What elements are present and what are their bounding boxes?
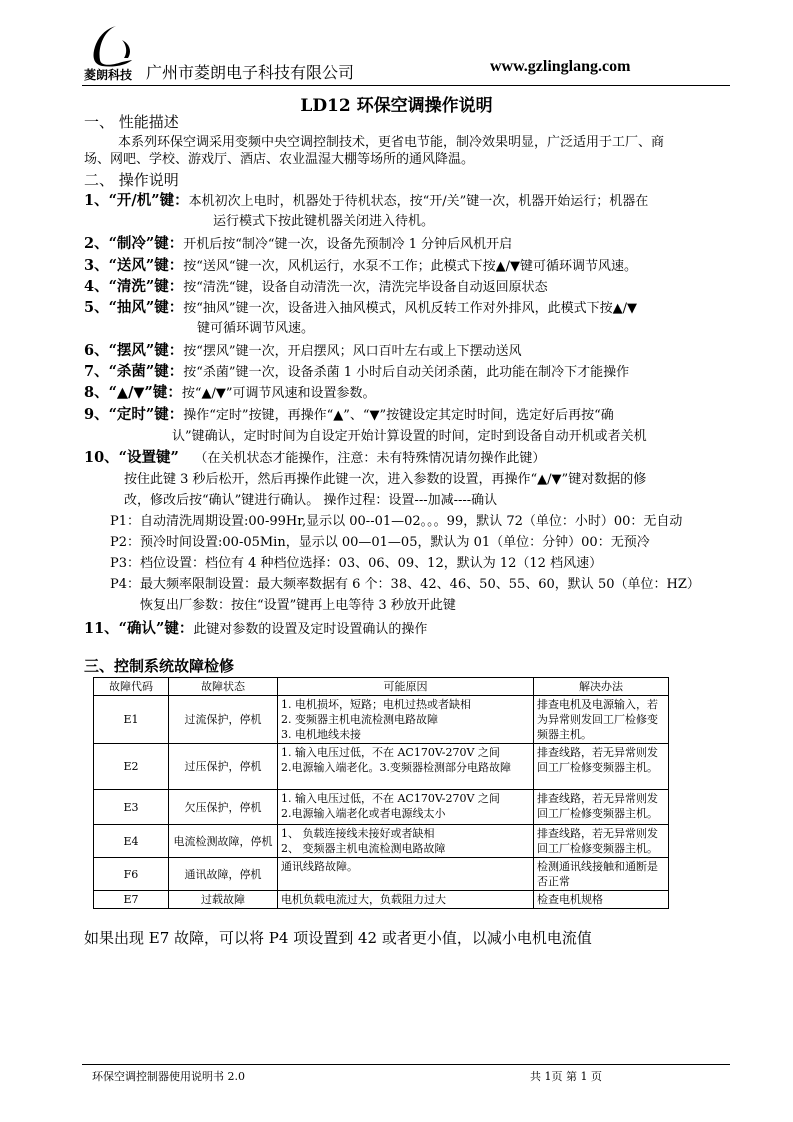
cause-line: 通讯线路故障。 — [281, 860, 358, 873]
fault-table — [93, 677, 669, 909]
item-text: 按“▲/▼”可调节风速和设置参数。 — [181, 386, 376, 401]
column-header: 故障状态 — [169, 678, 278, 696]
fault-causes — [278, 891, 534, 909]
list-item — [84, 192, 648, 211]
key-label: 5、“抽风”键： — [84, 299, 184, 316]
param-line: P1：自动清洗周期设置:00-99Hr,显示以 00--01—02。。。99，默认 72（单位：小时）00：无自动 — [110, 514, 683, 529]
fault-causes — [278, 858, 534, 891]
list-item — [84, 342, 522, 361]
column-header: 可能原因 — [278, 678, 534, 696]
fault-state: 过流保护，停机 — [169, 696, 278, 744]
cause-line: 1、 负载连接线未接好或者缺相 — [281, 827, 435, 840]
fault-code: E3 — [94, 790, 169, 825]
footer-divider — [82, 1064, 730, 1065]
fault-causes — [278, 696, 534, 744]
list-item — [84, 449, 545, 468]
item-text: 按“送风“键一次，风机运行，水泵不工作；此模式下按▲/▼键可循环调节风速。 — [183, 259, 637, 274]
item-text: 本机初次上电时，机器处于待机状态，按“开/关”键一次，机器开始运行；机器在 — [188, 194, 649, 209]
fault-code: E7 — [94, 891, 169, 909]
table-row — [94, 825, 669, 858]
company-logo-icon — [88, 24, 140, 68]
fault-causes — [278, 790, 534, 825]
cause-line: 1. 电机损坏，短路；电机过热或者缺相 — [281, 698, 471, 711]
footer-page-count: 共 1页 第 1 页 — [530, 1070, 602, 1083]
cause-line: 3. 电机地线未接 — [281, 728, 361, 741]
footer-doc-name: 环保空调控制器使用说明书 2.0 — [92, 1070, 245, 1083]
note-text: 如果出现 E7 故障，可以将 P4 项设置到 42 或者更小值，以减小电机电流值 — [84, 929, 592, 947]
item-text: 按“清洗“键，设备自动清洗一次，清洗完毕设备自动返回原状态 — [183, 280, 548, 295]
website-link[interactable]: www.gzlinglang.com — [490, 58, 631, 75]
key-label: 11、“确认”键： — [84, 620, 194, 637]
fault-state: 过载故障 — [169, 891, 278, 909]
cause-line: 电机负载电流过大，负载阻力过大 — [281, 893, 446, 906]
fault-state: 过压保护，停机 — [169, 744, 278, 790]
table-row — [94, 744, 669, 790]
cause-line: 2.电源输入端老化或者电源线太小 — [281, 807, 446, 820]
list-item — [84, 299, 637, 318]
list-item — [84, 257, 637, 276]
item-text: 此键对参数的设置及定时设置确认的操作 — [193, 622, 428, 637]
key-label: 10、“设置键” — [84, 449, 179, 466]
page-title: LD12 环保空调操作说明 — [300, 96, 493, 116]
param-line: P2：预冷时间设置:00-05Min，显示以 00—01—05，默认为 01（单位：分钟）00：无预冷 — [110, 535, 650, 550]
company-name: 广州市菱朗电子科技有限公司 — [146, 63, 355, 82]
list-item — [84, 384, 376, 403]
item-text: 按“抽风”键一次，设备进入抽风模式，风机反转工作对外排风，此模式下按▲/▼ — [183, 301, 637, 316]
cause-line: 1. 输入电压过低，不在 AC170V-270V 之间 — [281, 746, 500, 759]
fault-state: 通讯故障，停机 — [169, 858, 278, 891]
table-row — [94, 790, 669, 825]
fault-fix: 检查电机规格 — [534, 891, 669, 909]
item-text: 操作“定时”按键，再操作“▲”、“▼”按键设定其定时时间，选定好后再按“确 — [183, 408, 614, 423]
fault-fix: 排查电机及电源输入，若为异常则发回工厂检修变频器主机。 — [534, 696, 669, 744]
item-continuation: 认”键确认，定时时间为自设定开始计算设置的时间，定时到设备自动开机或者关机 — [172, 429, 647, 444]
list-item — [84, 406, 614, 425]
fault-code: E4 — [94, 825, 169, 858]
key-label: 9、“定时”键： — [84, 406, 184, 423]
fault-causes — [278, 744, 534, 790]
item-text: （在关机状态才能操作，注意：未有特殊情况请勿操作此键） — [200, 451, 546, 466]
section-heading: 一、 性能描述 — [84, 113, 179, 131]
table-row — [94, 891, 669, 909]
key-label: 1、“开/机”键： — [84, 192, 189, 209]
logo-text: 菱朗科技 — [84, 68, 133, 82]
item-text: 开机后按“制冷“键一次，设备先预制冷 1 分钟后风机开启 — [183, 237, 513, 252]
header-divider — [82, 85, 730, 86]
section-heading: 二、 操作说明 — [84, 171, 179, 189]
table-header-row — [94, 678, 669, 696]
list-item — [84, 620, 427, 639]
column-header: 解决办法 — [534, 678, 669, 696]
item-text: 按“摆风”键一次，开启摆风；风口百叶左右或上下摆动送风 — [183, 344, 522, 359]
paragraph-line: 改，修改后按“确认”键进行确认。 操作过程：设置---加减----确认 — [124, 493, 498, 508]
paragraph-line: 本系列环保空调采用变频中央空调控制技术，更省电节能，制冷效果明显，广泛适用于工厂、商 — [118, 135, 665, 150]
table-row — [94, 858, 669, 891]
cause-line: 1. 输入电压过低，不在 AC170V-270V 之间 — [281, 792, 500, 805]
fault-fix: 排查线路，若无异常则发回工厂检修变频器主机。 — [534, 790, 669, 825]
param-line: P4：最大频率限制设置：最大频率数据有 6 个：38、42、46、50、55、60，默认 50（单位：HZ） — [110, 577, 700, 592]
cause-line: 2. 变频器主机电流检测电路故障 — [281, 713, 438, 726]
key-label: 7、“杀菌”键： — [84, 363, 184, 380]
fault-state: 电流检测故障，停机 — [169, 825, 278, 858]
section-heading: 三、控制系统故障检修 — [84, 657, 235, 675]
paragraph-line: 场、网吧、学校、游戏厅、酒店、农业温湿大棚等场所的通风降温。 — [84, 152, 475, 167]
key-label: 6、“摆风”键： — [84, 342, 184, 359]
table-row — [94, 696, 669, 744]
key-label: 4、“清洗”键： — [84, 278, 184, 295]
cause-line: 2.电源输入端老化。3.变频器检测部分电路故障 — [281, 761, 511, 774]
list-item — [84, 363, 629, 382]
list-item — [84, 278, 548, 297]
fault-causes — [278, 825, 534, 858]
fault-code: E2 — [94, 744, 169, 790]
fault-fix: 检测通讯线接触和通断是否正常 — [534, 858, 669, 891]
fault-state: 欠压保护，停机 — [169, 790, 278, 825]
item-text: 按“杀菌”键一次，设备杀菌 1 小时后自动关闭杀菌，此功能在制冷下才能操作 — [183, 365, 630, 380]
item-continuation: 运行模式下按此键机器关闭进入待机。 — [213, 214, 435, 229]
cause-line: 2、 变频器主机电流检测电路故障 — [281, 842, 446, 855]
fault-fix: 排查线路，若无异常则发回工厂检修变频器主机。 — [534, 744, 669, 790]
key-label: 2、“制冷”键： — [84, 235, 184, 252]
key-label: 8、“▲/▼”键： — [84, 384, 182, 401]
fault-code: E1 — [94, 696, 169, 744]
param-line: P3：档位设置：档位有 4 种档位选择：03、06、09、12，默认为 12（12 档风速） — [110, 556, 603, 571]
item-continuation: 键可循环调节风速。 — [197, 321, 315, 336]
fault-fix: 排查线路，若无异常则发回工厂检修变频器主机。 — [534, 825, 669, 858]
list-item — [84, 235, 512, 254]
reset-instruction: 恢复出厂参数：按住“设置”键再上电等待 3 秒放开此键 — [140, 598, 456, 613]
column-header: 故障代码 — [94, 678, 169, 696]
fault-code: F6 — [94, 858, 169, 891]
paragraph-line: 按住此键 3 秒后松开，然后再操作此键一次，进入参数的设置，再操作“▲/▼”键对数据的修 — [124, 472, 647, 487]
key-label: 3、“送风”键： — [84, 257, 184, 274]
